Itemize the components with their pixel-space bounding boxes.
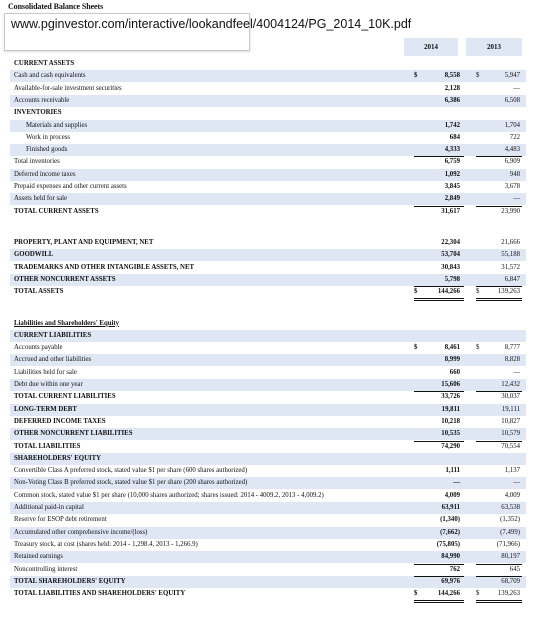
row-label: GOODWILL xyxy=(14,251,54,259)
value-2013: 139,263 xyxy=(497,288,520,296)
table-row xyxy=(10,274,526,286)
value-2014: 5,798 xyxy=(444,275,460,283)
value-2014: 1,111 xyxy=(445,467,460,475)
row-label: Accounts payable xyxy=(14,344,63,352)
value-2014: 2,128 xyxy=(444,84,460,92)
value-2014: 53,704 xyxy=(441,251,460,259)
row-label: Finished goods xyxy=(26,146,68,154)
value-2014: 74,290 xyxy=(441,442,460,450)
value-2013: 68,709 xyxy=(501,577,520,585)
value-2013: 645 xyxy=(509,565,520,573)
value-2013: 80,197 xyxy=(501,553,520,561)
url-tooltip: www.pginvestor.com/interactive/lookandfeel/4004124/PG_2014_10K.pdf xyxy=(4,13,250,51)
value-2014: 144,266 xyxy=(437,590,460,598)
value-2014: 1,092 xyxy=(444,170,460,178)
row-label: Accumulated other comprehensive income/(loss) xyxy=(14,528,148,536)
table-row xyxy=(10,514,526,526)
table-row xyxy=(10,404,526,416)
row-label: Non-Voting Class B preferred stock, stated value $1 per share (200 shares authorized) xyxy=(14,479,248,487)
total-rule xyxy=(414,298,464,299)
table-row xyxy=(10,527,526,539)
value-2013: 5,947 xyxy=(504,72,520,80)
row-label: Accrued and other liabilities xyxy=(14,356,92,364)
value-2014: 8,461 xyxy=(444,344,460,352)
value-2013: 1,704 xyxy=(504,121,520,129)
table-row xyxy=(10,551,526,563)
value-2014: 684 xyxy=(449,133,460,141)
total-rule xyxy=(476,602,522,603)
dollar-sign-2013: $ xyxy=(476,344,480,352)
value-2013: — xyxy=(513,368,520,376)
table-row xyxy=(10,181,526,193)
value-2013: 19,111 xyxy=(501,405,520,413)
dollar-sign-2014: $ xyxy=(414,288,418,296)
value-2013: (71,966) xyxy=(496,540,520,548)
value-2014: 144,266 xyxy=(437,288,460,296)
value-2014: 63,911 xyxy=(441,504,460,512)
row-label: Convertible Class A preferred stock, stated value $1 per share (600 shares authorized) xyxy=(14,467,248,475)
value-2014: 660 xyxy=(449,368,460,376)
table-row xyxy=(10,588,526,600)
table-row xyxy=(10,490,526,502)
value-2013: 6,847 xyxy=(504,275,520,283)
value-2014: 10,535 xyxy=(441,430,460,438)
total-rule xyxy=(476,206,522,207)
row-label: Prepaid expenses and other current assets xyxy=(14,183,127,190)
table-row xyxy=(10,367,526,379)
total-rule xyxy=(414,286,464,287)
row-label: TOTAL CURRENT LIABILITIES xyxy=(14,393,116,401)
row-label: Reserve for ESOP debt retirement xyxy=(14,516,107,524)
row-label: TRADEMARKS AND OTHER INTANGIBLE ASSETS, NET xyxy=(14,263,195,271)
table-row xyxy=(10,286,526,298)
row-label: Liabilities and Shareholders' Equity xyxy=(14,319,120,327)
table-row xyxy=(10,539,526,551)
total-rule xyxy=(476,298,522,299)
value-2013: 63,538 xyxy=(501,504,520,512)
value-2013: 31,572 xyxy=(501,263,520,271)
value-2013: 948 xyxy=(509,170,520,178)
row-label: TOTAL CURRENT ASSETS xyxy=(14,207,99,215)
table-row xyxy=(10,237,526,249)
row-label: Work in process xyxy=(26,133,71,141)
table-row xyxy=(10,564,526,576)
table-row xyxy=(10,576,526,588)
value-2013: 722 xyxy=(509,133,520,141)
value-2014: 30,843 xyxy=(441,263,460,271)
value-2013: 8,777 xyxy=(504,344,520,352)
total-rule xyxy=(476,441,522,442)
value-2013: — xyxy=(513,84,520,92)
value-2013: 10,827 xyxy=(501,417,520,425)
table-row xyxy=(10,144,526,156)
row-label: SHAREHOLDERS' EQUITY xyxy=(14,454,102,462)
total-rule xyxy=(476,600,522,601)
total-rule xyxy=(476,576,522,577)
table-row xyxy=(10,120,526,132)
value-2014: 10,218 xyxy=(441,417,460,425)
total-rule xyxy=(414,206,464,207)
value-2013: 70,554 xyxy=(501,442,520,450)
row-label: TOTAL LIABILITIES xyxy=(14,442,81,450)
value-2014: 8,558 xyxy=(444,72,460,80)
total-rule xyxy=(414,600,464,601)
total-rule xyxy=(414,441,464,442)
value-2014: 15,606 xyxy=(441,381,460,389)
value-2014: 22,304 xyxy=(441,238,460,246)
row-label: Common stock, stated value $1 per share (10,000 shares authorized; shares issued: 2014 - 4009.2, 2013 - 4,009.2) xyxy=(14,491,324,499)
table-row xyxy=(10,453,526,465)
table-row xyxy=(10,70,526,82)
row-label: Cash and cash equivalents xyxy=(14,72,86,80)
table-row xyxy=(10,465,526,477)
table-row xyxy=(10,193,526,205)
row-label: CURRENT LIABILITIES xyxy=(14,331,92,339)
value-2013: 1,137 xyxy=(504,467,520,475)
table-row xyxy=(10,416,526,428)
value-2013: — xyxy=(513,479,520,487)
row-label: DEFERRED INCOME TAXES xyxy=(14,417,106,425)
table-row xyxy=(10,441,526,453)
table-row xyxy=(10,318,526,330)
row-label: INVENTORIES xyxy=(14,109,62,117)
total-rule xyxy=(476,300,522,301)
table-row xyxy=(10,391,526,403)
value-2013: 21,666 xyxy=(501,238,520,246)
value-2013: 4,009 xyxy=(504,491,520,499)
dollar-sign-2013: $ xyxy=(476,72,480,80)
value-2013: 139,263 xyxy=(497,590,520,598)
total-rule xyxy=(414,602,464,603)
table-row xyxy=(10,379,526,391)
value-2013: 55,188 xyxy=(501,251,520,259)
table-row xyxy=(10,342,526,354)
value-2013: 23,990 xyxy=(501,207,520,215)
row-label: Retained earnings xyxy=(14,553,63,561)
value-2013: 10,579 xyxy=(501,430,520,438)
value-2013: 6,508 xyxy=(504,96,520,104)
row-label: Materials and supplies xyxy=(26,121,88,129)
table-row xyxy=(10,107,526,119)
row-label: TOTAL SHAREHOLDERS' EQUITY xyxy=(14,577,126,585)
value-2013: 12,432 xyxy=(501,381,520,389)
value-2013: 6,909 xyxy=(504,158,520,166)
value-2014: 84,990 xyxy=(441,553,460,561)
table-row xyxy=(10,95,526,107)
row-label: OTHER NONCURRENT LIABILITIES xyxy=(14,430,133,438)
total-rule xyxy=(414,576,464,577)
column-header-2014: 2014 xyxy=(404,38,458,56)
total-rule xyxy=(476,564,522,565)
dollar-sign-2014: $ xyxy=(414,344,418,352)
table-row xyxy=(10,156,526,168)
total-rule xyxy=(476,286,522,287)
value-2014: 1,742 xyxy=(444,121,460,129)
value-2014: 2,849 xyxy=(444,195,460,203)
value-2013: 30,037 xyxy=(501,393,520,401)
table-row xyxy=(10,477,526,489)
value-2014: 6,386 xyxy=(444,96,460,104)
value-2014: 8,999 xyxy=(444,356,460,364)
value-2014: 6,759 xyxy=(444,158,460,166)
row-label: OTHER NONCURRENT ASSETS xyxy=(14,275,116,283)
row-label: Additional paid-in capital xyxy=(14,504,84,512)
page-title: Consolidated Balance Sheets xyxy=(8,2,104,11)
row-label: PROPERTY, PLANT AND EQUIPMENT, NET xyxy=(14,238,154,246)
value-2014: (1,340) xyxy=(440,516,460,524)
total-rule xyxy=(476,156,522,157)
table-row xyxy=(10,58,526,70)
value-2014: (7,662) xyxy=(440,528,460,536)
table-row xyxy=(10,428,526,440)
row-label: TOTAL ASSETS xyxy=(14,288,64,296)
dollar-sign-2014: $ xyxy=(414,72,418,80)
value-2013: (1,352) xyxy=(500,516,520,524)
table-row xyxy=(10,83,526,95)
total-rule xyxy=(414,391,464,392)
value-2014: 31,617 xyxy=(441,207,460,215)
value-2013: — xyxy=(513,195,520,203)
total-rule xyxy=(476,391,522,392)
total-rule xyxy=(414,156,464,157)
row-label: Assets held for sale xyxy=(14,195,68,203)
value-2013: 8,828 xyxy=(504,356,520,364)
table-row xyxy=(10,249,526,261)
table-row xyxy=(10,206,526,218)
row-label: Total inventories xyxy=(14,158,60,166)
total-rule xyxy=(414,300,464,301)
value-2014: (75,805) xyxy=(436,540,460,548)
value-2014: 4,009 xyxy=(444,491,460,499)
row-label: Deferred income taxes xyxy=(14,170,76,178)
value-2014: 4,333 xyxy=(444,146,460,154)
value-2014: 762 xyxy=(449,565,460,573)
row-label: TOTAL LIABILITIES AND SHAREHOLDERS' EQUITY xyxy=(14,590,186,598)
dollar-sign-2013: $ xyxy=(476,590,480,598)
row-label: Treasury stock, at cost (shares held: 2014 - 1,298.4, 2013 - 1,266.9) xyxy=(14,540,198,548)
value-2013: (7,499) xyxy=(500,528,520,536)
row-label: Liabilities held for sale xyxy=(14,368,77,376)
table-row xyxy=(10,262,526,274)
table-row xyxy=(10,132,526,144)
row-label: LONG-TERM DEBT xyxy=(14,405,77,413)
table-row xyxy=(10,502,526,514)
table-row xyxy=(10,330,526,342)
row-label: Available-for-sale investment securities xyxy=(14,84,122,92)
table-row xyxy=(10,354,526,366)
dollar-sign-2014: $ xyxy=(414,590,418,598)
table-row xyxy=(10,169,526,181)
row-label: Noncontrolling interest xyxy=(14,565,78,573)
value-2014: — xyxy=(453,479,460,487)
value-2014: 19,811 xyxy=(441,405,460,413)
total-rule xyxy=(414,564,464,565)
value-2014: 69,976 xyxy=(441,577,460,585)
row-label: Accounts receivable xyxy=(14,96,70,104)
dollar-sign-2013: $ xyxy=(476,288,480,296)
value-2014: 3,845 xyxy=(444,183,460,190)
column-header-2013: 2013 xyxy=(466,38,522,56)
value-2013: 3,678 xyxy=(504,183,520,190)
value-2014: 33,726 xyxy=(441,393,460,401)
row-label: CURRENT ASSETS xyxy=(14,60,75,67)
row-label: Debt due within one year xyxy=(14,381,83,389)
value-2013: 4,483 xyxy=(504,146,520,154)
